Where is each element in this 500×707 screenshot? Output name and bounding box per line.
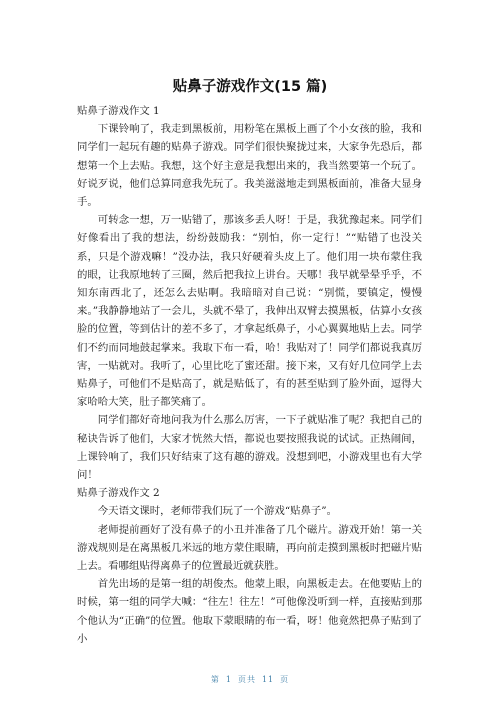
footer-label-pages: 页 <box>280 675 290 684</box>
page-footer <box>0 674 500 685</box>
footer-total-pages: 11 <box>261 675 275 684</box>
essay-1-paragraph: 同学们都好奇地问我为什么那么厉害，一下子就贴准了呢？我把自己的秘诀告诉了他们，大家才恍然大悟，都说也要按照我说的试试。正热闹间，上课铃响了，我们只好结束了这有趣的游戏。没想到吧，小游戏里也有大学问！ <box>77 414 422 482</box>
document-body <box>77 102 422 648</box>
essay-1-paragraph: 下课铃响了，我走到黑板前，用粉笔在黑板上画了个小女孩的脸，我和同学们一起玩有趣的贴鼻子游戏。同学们很快聚拢过来，大家争先恐后，都想第一个上去贴。我想，这个好主意是我想出来的，我当然要第一个玩了。好说歹说，他们总算同意我先玩了。我美滋滋地走到黑板面前，准备大显身手。 <box>77 123 422 209</box>
essay-1-heading: 贴鼻子游戏作文 1 <box>77 105 160 117</box>
footer-label-page: 第 <box>210 675 220 684</box>
footer-label-of: 页共 <box>237 675 256 684</box>
essay-2-paragraph: 今天语文课时，老师带我们玩了一个游戏“贴鼻子”。 <box>97 505 338 518</box>
essay-2-paragraph: 首先出场的是第一组的胡俊杰。他蒙上眼，向黑板走去。在他要贴上的时候，第一组的同学大喊：“往左！往左！”可他像没听到一样，直接贴到那个他认为“正确”的位置。他取下蒙眼睛的布一看，呀！他竟然把鼻子贴到了小 <box>77 578 422 645</box>
essay-1-paragraph: 可转念一想，万一贴错了，那该多丢人呀！于是，我犹豫起来。同学们好像看出了我的想法，纷纷鼓励我：“别怕，你一定行！”“贴错了也没关系，只是个游戏嘛！”没办法，我只好硬着头皮上了。他们用一块布蒙住我的眼，让我原地转了三圈，然后把我拉上讲台。天哪！我早就晕晕乎乎，不知东南西北了，还怎么去贴啊。我暗暗对自己说：“别慌，要镇定，慢慢来。”我静静地站了一会儿，头就不晕了，我伸出双臂去摸黑板，估算小女孩脸的位置，等到估计的差不多了，才拿起纸鼻子，小心翼翼地贴上去。同学们不约而同地鼓起掌来。我取下布一看，哈！我贴对了！同学们都说我真厉害，一贴就对。我听了，心里比吃了蜜还甜。接下来，又有好几位同学上去贴鼻子，可他们不是贴高了，就是贴低了，有的甚至贴到了脸外面，逗得大家哈哈大笑，肚子都笑痛了。 <box>77 214 422 409</box>
document-title: 贴鼻子游戏作文(15 篇) <box>172 79 328 95</box>
footer-page-number: 1 <box>225 675 232 684</box>
essay-2-heading: 贴鼻子游戏作文 2 <box>77 487 160 500</box>
essay-2-paragraph: 老师提前画好了没有鼻子的小丑并准备了几个磁片。游戏开始！第一关游戏规则是在离黑板几米远的地方蒙住眼睛，再向前走摸到黑板时把磁片贴上去。看哪组贴得离鼻子的位置最近就获胜。 <box>77 523 422 573</box>
